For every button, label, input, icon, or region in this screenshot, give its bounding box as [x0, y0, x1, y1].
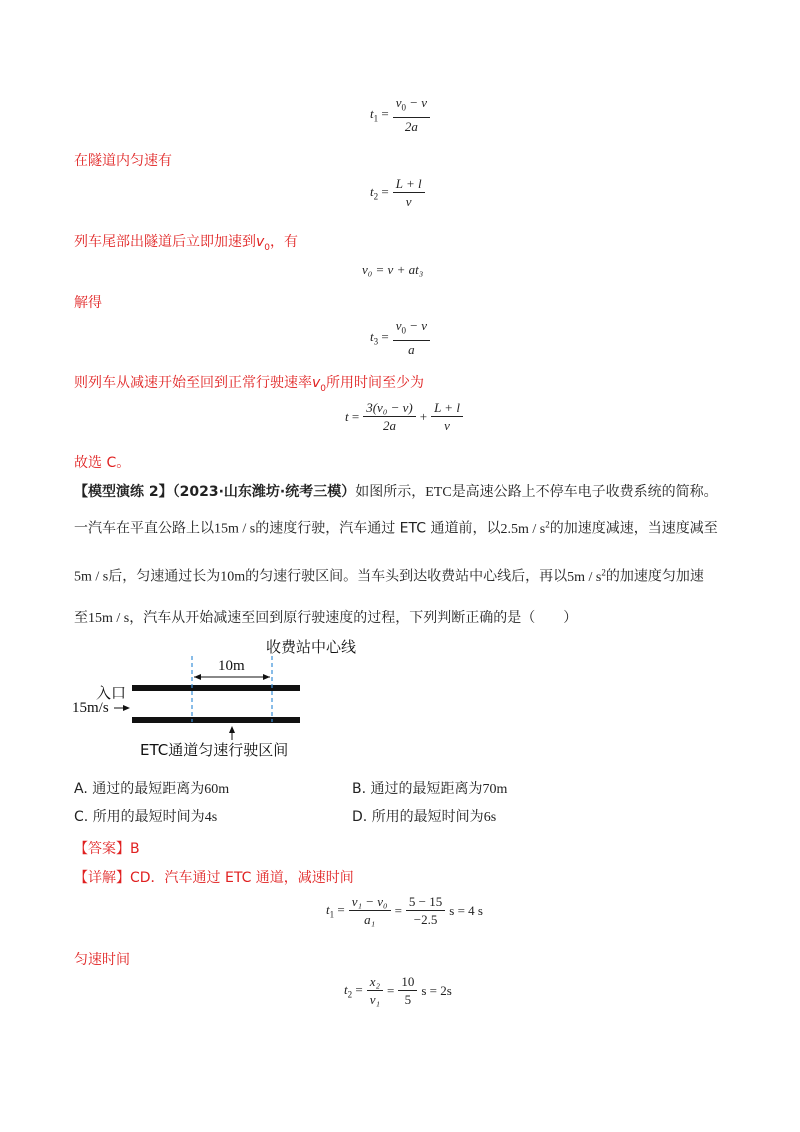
label-center-line: 收费站中心线: [266, 638, 357, 656]
label-entry: 入口: [96, 684, 127, 702]
equation-t1: $t_1$ = $\frac{v_0 - v}{2a}$: [370, 95, 430, 134]
option-c[interactable]: C. 所用的最短时间为4s: [74, 809, 218, 825]
problem-tag: 【模型演练 2】: [74, 484, 173, 500]
equation-v0: v₀ = v + at₃: [362, 262, 424, 277]
detail-line: 【详解】CD．汽车通过 ETC 通道，减速时间: [74, 870, 354, 886]
zone-pointer-head: [229, 726, 235, 733]
option-b[interactable]: B. 通过的最短距离为70m: [352, 781, 508, 797]
equation-total-time: t = $\frac{\text{3(v₀ − v)}}{2a}$ + $\frac{L + l}{v}$: [345, 400, 463, 433]
equation-uniform-time: $t_2$ = $\frac{\text{x₂}}{\text{v₁}}$ = $\frac{10}{5}$ s = 2s: [344, 974, 452, 1007]
speed-arrow-head: [123, 705, 130, 711]
problem-line-1: 【模型演练 2】（2023·山东潍坊·统考三模）如图所示，ETC是高速公路上不停车电子收费系统的简称。: [74, 484, 718, 500]
line-solve: 解得: [74, 295, 102, 311]
problem-line-2: 一汽车在平直公路上以15m / s的速度行驶，汽车通过 ETC 通道前，以$2.5m / s^2$的加速度减速，当速度减至: [74, 519, 718, 537]
problem-line-3: 5m / s后，匀速通过长为10m的匀速行驶区间。当车头到达收费站中心线后，再以$5m / s^2$的加速度匀加速: [74, 567, 704, 585]
option-a[interactable]: A. 通过的最短距离为60m: [74, 781, 230, 797]
uniform-time-line: 匀速时间: [74, 952, 130, 968]
length-arrow-left-head: [194, 674, 201, 680]
equation-t2: $t_2$ = $\frac{L + l}{v}$: [370, 176, 425, 209]
problem-source: （2023·山东潍坊·统考三模）: [172, 484, 356, 500]
road-bottom-edge: [132, 717, 300, 723]
equation-decel-time: $t_1$ = $\frac{\text{v₁ − v₀}}{\text{a₁}}$ = $\frac{5 - 15}{-2.5}$ s = 4 s: [326, 894, 483, 927]
line-total: 则列车从减速开始至回到正常行驶速率$v_0$所用时间至少为: [74, 375, 425, 394]
label-length: 10m: [218, 658, 245, 674]
length-arrow-right-head: [263, 674, 270, 680]
line-accel: 列车尾部出隧道后立即加速到$v_0$，有: [74, 234, 299, 253]
problem-line-4: 至15m / s，汽车从开始减速至回到原行驶速度的过程，下列判断正确的是（ ）: [74, 610, 578, 626]
line-tunnel: 在隧道内匀速有: [74, 153, 172, 169]
equation-t3: $t_3$ = $\frac{v_0 - v}{a}$: [370, 318, 430, 357]
option-d[interactable]: D. 所用的最短时间为6s: [352, 809, 497, 825]
answer-c-line: 故选 C。: [74, 455, 131, 471]
etc-diagram: [70, 632, 430, 762]
road-top-edge: [132, 685, 300, 691]
answer-line: 【答案】B: [74, 841, 140, 857]
label-speed: 15m/s: [72, 700, 109, 716]
label-zone: ETC通道匀速行驶区间: [140, 741, 289, 759]
